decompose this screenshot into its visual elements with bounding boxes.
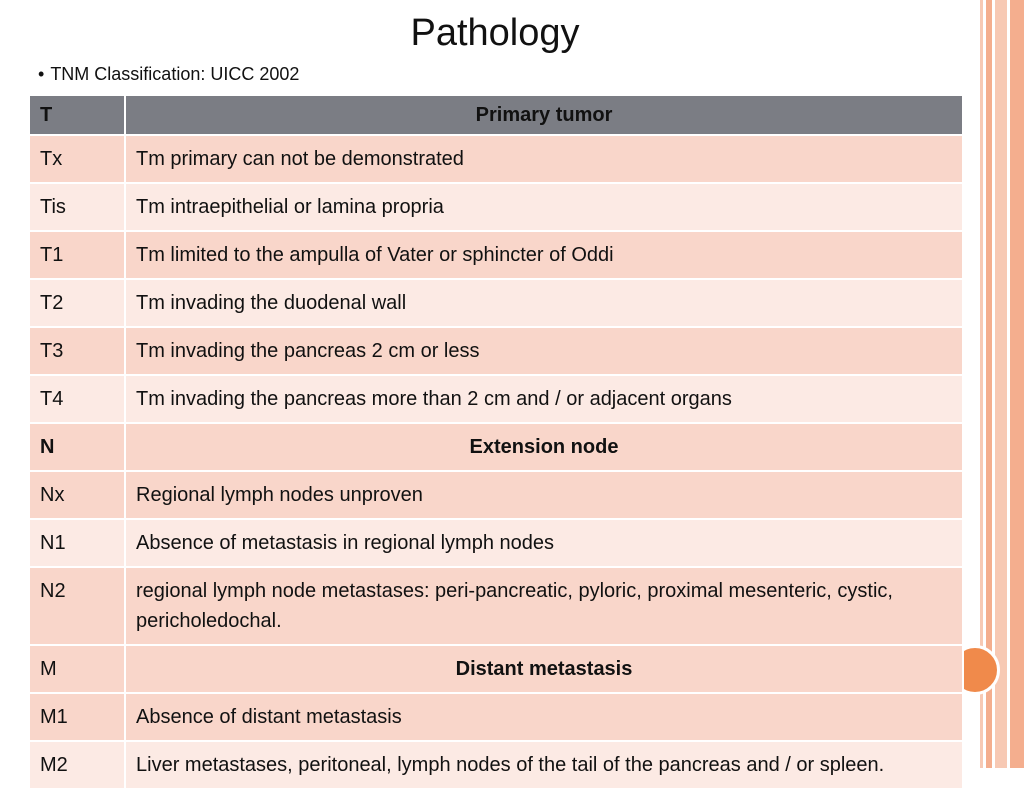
row-text: Liver metastases, peritoneal, lymph nodes of the tail of the pancreas and / or spleen.	[125, 741, 963, 789]
decor-stripe	[995, 0, 1007, 768]
tnm-table	[28, 94, 964, 790]
row-text: Tm invading the duodenal wall	[125, 279, 963, 327]
table-row	[29, 375, 963, 423]
table-row	[29, 183, 963, 231]
row-code: N2	[29, 567, 125, 645]
slide-title: Pathology	[410, 12, 580, 54]
row-text: Absence of distant metastasis	[125, 693, 963, 741]
row-text: Tm invading the pancreas 2 cm or less	[125, 327, 963, 375]
row-code: M1	[29, 693, 125, 741]
row-code: T1	[29, 231, 125, 279]
header-label: Primary tumor	[125, 95, 963, 135]
row-text: Regional lymph nodes unproven	[125, 471, 963, 519]
bullet-icon: •	[38, 64, 45, 84]
table-section-row	[29, 645, 963, 693]
table-row	[29, 279, 963, 327]
table-row	[29, 741, 963, 789]
row-code: T2	[29, 279, 125, 327]
row-text: Tm limited to the ampulla of Vater or sphincter of Oddi	[125, 231, 963, 279]
section-label: Extension node	[125, 423, 963, 471]
row-text: Tm primary can not be demonstrated	[125, 135, 963, 183]
row-text: Tm intraepithelial or lamina propria	[125, 183, 963, 231]
row-text: Tm invading the pancreas more than 2 cm and / or adjacent organs	[125, 375, 963, 423]
table-row	[29, 567, 963, 645]
table-row	[29, 693, 963, 741]
decor-stripe	[1010, 0, 1024, 768]
row-code: Nx	[29, 471, 125, 519]
row-code: T3	[29, 327, 125, 375]
row-text: Absence of metastasis in regional lymph nodes	[125, 519, 963, 567]
table-row	[29, 471, 963, 519]
table-section-row	[29, 423, 963, 471]
row-code: N1	[29, 519, 125, 567]
subtitle-text: TNM Classification: UICC 2002	[50, 64, 300, 84]
table-row	[29, 231, 963, 279]
section-code: M	[29, 645, 125, 693]
subtitle	[38, 64, 299, 85]
table-header-row	[29, 95, 963, 135]
section-code: N	[29, 423, 125, 471]
row-code: M2	[29, 741, 125, 789]
table-row	[29, 135, 963, 183]
row-text: regional lymph node metastases: peri-pancreatic, pyloric, proximal mesenteric, cystic, pericholedochal.	[125, 567, 963, 645]
header-code: T	[29, 95, 125, 135]
row-code: Tis	[29, 183, 125, 231]
row-code: T4	[29, 375, 125, 423]
section-label: Distant metastasis	[125, 645, 963, 693]
table-row	[29, 327, 963, 375]
table-row	[29, 519, 963, 567]
row-code: Tx	[29, 135, 125, 183]
